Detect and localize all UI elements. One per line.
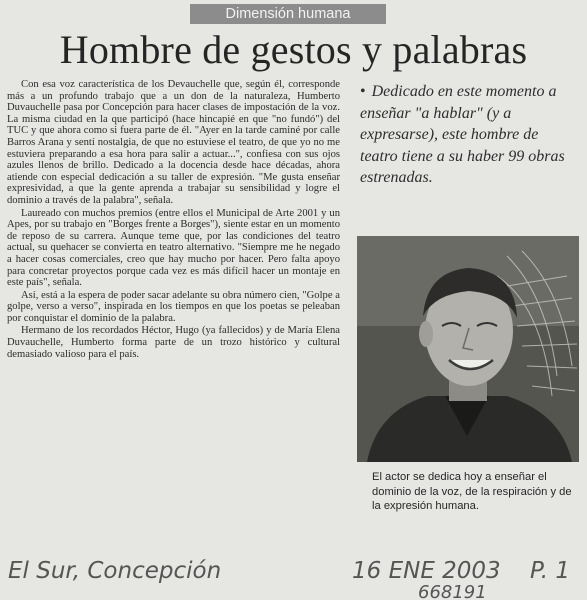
body-paragraph-1: Con esa voz característica de los Devauchelle que, según él, corresponde más a un profundo trabajo que a un don de la naturaleza, Humberto Duvauchelle pasa por Concepción para hacer clases de impostación de la voz. La misma ciudad en la que participó (hace hincapié en que "no fundó") del TUC y que ahora como si fuera parte de él. "Ayer en la tarde caminé por calle Barros Arana y sentí nostalgia, de que no estuviese el teatro, de que yo no me estuviera preparando a esa hora para salir a actuar...", confiesa con sus ojos azules llenos de brillo. Dedicado a la docencia desde hace décadas, ahora atiende con especial dedicación a su taller de expresión. "Me gusta enseñar expresividad, a que la gente aprenda a trabajar su sensibilidad y logre el dominio a través de la palabra", señala. bbox=[7, 79, 340, 206]
actor-photo bbox=[357, 236, 579, 462]
section-label: Dimensión humana bbox=[190, 4, 386, 24]
photo-caption: El actor se dedica hoy a enseñar el dominio de la voz, de la respiración y de la expresión humana. bbox=[372, 471, 572, 512]
body-paragraph-2: Laureado con muchos premios (entre ellos el Municipal de Arte 2001 y un Apes, por su trabajo en "Borges frente a Borges"), siente estar en un momento de reposo de su carrera. Aunque teme que, por las condiciones del teatro actual, su quehacer se convierta en teatro alternativo. "Siempre me he negado a hacer cosas comerciales, creo que hay mucho por hacer. Pero falta apoyo para concretar proyectos porque cada vez es más difícil hacer un montaje en este país", señala. bbox=[7, 207, 340, 289]
handwritten-annotation bbox=[0, 548, 587, 600]
pull-quote bbox=[360, 81, 578, 189]
handwritten-page: P. 1 bbox=[530, 558, 570, 584]
handwritten-date: 16 ENE 2003 bbox=[352, 558, 501, 584]
portrait-image bbox=[357, 236, 579, 462]
pull-quote-text: Dedicado en este momento a enseñar "a hablar" (y a expresarse), este hombre de teatro tiene a su haber 99 obras estrenadas. bbox=[360, 83, 565, 186]
article-body bbox=[7, 79, 340, 361]
handwritten-code: 668191 bbox=[418, 582, 487, 600]
handwritten-source: El Sur, Concepción bbox=[8, 558, 222, 584]
body-paragraph-4: Hermano de los recordados Héctor, Hugo (ya fallecidos) y de María Elena Duvauchelle, Humberto forma parte de un trozo histórico y cultural demasiado valioso para el país. bbox=[7, 325, 340, 360]
bullet-icon: • bbox=[360, 83, 366, 100]
article-headline: Hombre de gestos y palabras bbox=[59, 27, 528, 72]
body-paragraph-3: Así, está a la espera de poder sacar adelante su obra número cien, "Golpe a golpe, verso a verso", inspirada en los tiempos en que los poetas se peleaban por conquistar el dominio de la palabra. bbox=[7, 289, 340, 324]
